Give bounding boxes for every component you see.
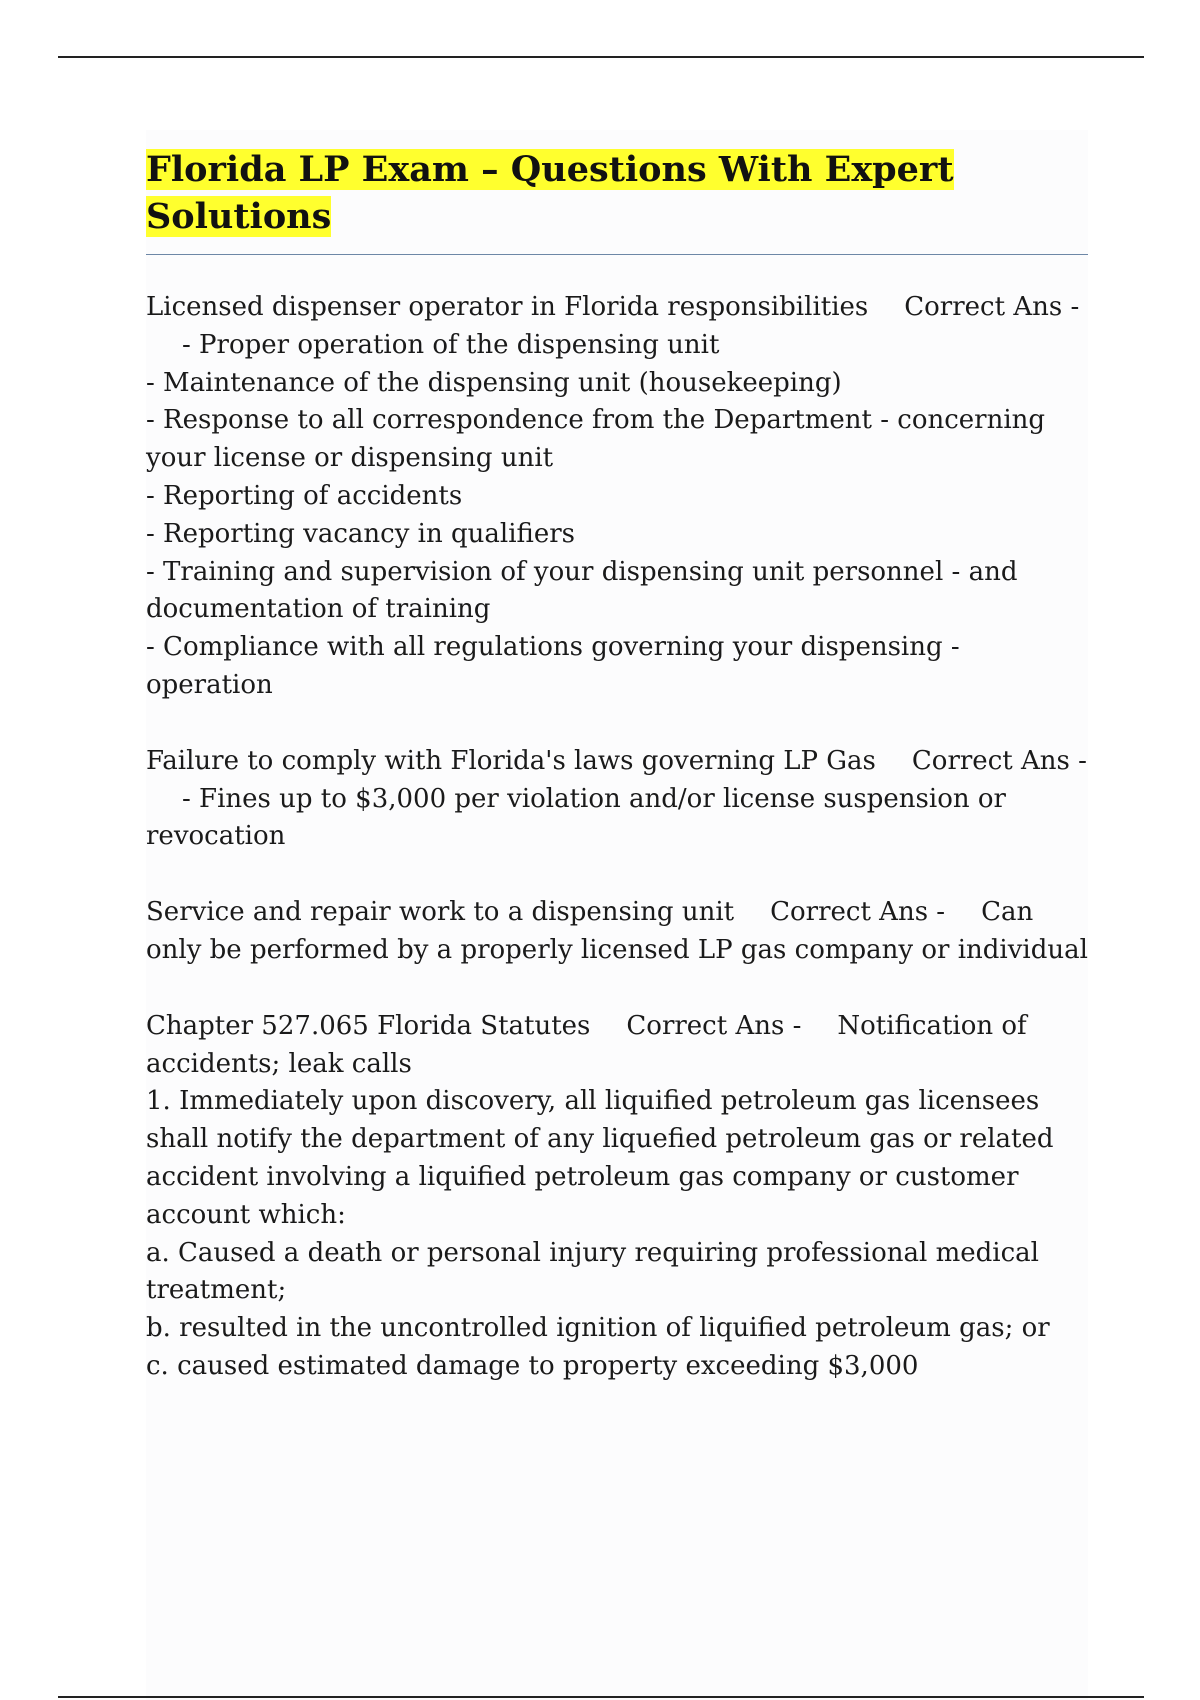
answer-line: - Proper operation of the dispensing unit	[182, 329, 720, 360]
answer-marker: Correct Ans -	[904, 292, 1080, 322]
qa-item-service-and-repair	[146, 894, 1088, 970]
answer-line: 1. Immediately upon discovery, all liquified petroleum gas licensees shall notify the department of any liquefied petroleum gas or related accident involving a liquified petroleum gas company or customer account which:	[146, 1086, 1062, 1230]
answer-line: - Reporting of accidents	[146, 480, 463, 511]
title-highlight: Florida LP Exam – Questions With Expert Solutions	[146, 149, 954, 237]
answer-line: - Compliance with all regulations governing your dispensing - operation	[146, 632, 968, 700]
document-body	[146, 130, 1088, 1700]
document-title	[146, 146, 1088, 240]
qa-list	[146, 289, 1088, 1386]
answer-marker: Correct Ans -	[770, 897, 946, 928]
qa-item-failure-to-comply	[146, 743, 1088, 856]
answer-line: - Response to all correspondence from the Department - concerning your license or dispensing unit	[146, 405, 1054, 474]
question-text: Licensed dispenser operator in Florida responsibilities	[146, 292, 869, 322]
question-text: Service and repair work to a dispensing unit	[146, 897, 735, 928]
answer-line: c. caused estimated damage to property exceeding $3,000	[146, 1350, 919, 1381]
answer-line: - Training and supervision of your dispensing unit personnel - and documentation of training	[146, 556, 1026, 625]
answer-line: - Reporting vacancy in qualifiers	[146, 518, 576, 549]
page-bottom-rule	[58, 1696, 1144, 1698]
answer-line: a. Caused a death or personal injury requiring professional medical treatment;	[146, 1237, 1048, 1306]
page-top-rule	[58, 56, 1144, 58]
question-text: Chapter 527.065 Florida Statutes	[146, 1010, 591, 1041]
answer-line: b. resulted in the uncontrolled ignition of liquified petroleum gas; or	[146, 1313, 1050, 1344]
answer-line: - Maintenance of the dispensing unit (housekeeping)	[146, 367, 842, 398]
qa-item-chapter-527-065	[146, 1008, 1088, 1386]
answer-marker: Correct Ans -	[911, 745, 1087, 776]
answer-marker: Correct Ans -	[626, 1010, 802, 1041]
qa-item-dispenser-responsibilities	[146, 289, 1088, 705]
answer-line: Notification of accidents; leak calls	[146, 1010, 1027, 1079]
question-text: Failure to comply with Florida's laws governing LP Gas	[146, 745, 876, 776]
title-underline	[146, 254, 1088, 255]
answer-line: - Fines up to $3,000 per violation and/or license suspension or revocation	[146, 783, 1006, 852]
answer-line: Can only be performed by a properly licensed LP gas company or individual	[146, 897, 1088, 965]
